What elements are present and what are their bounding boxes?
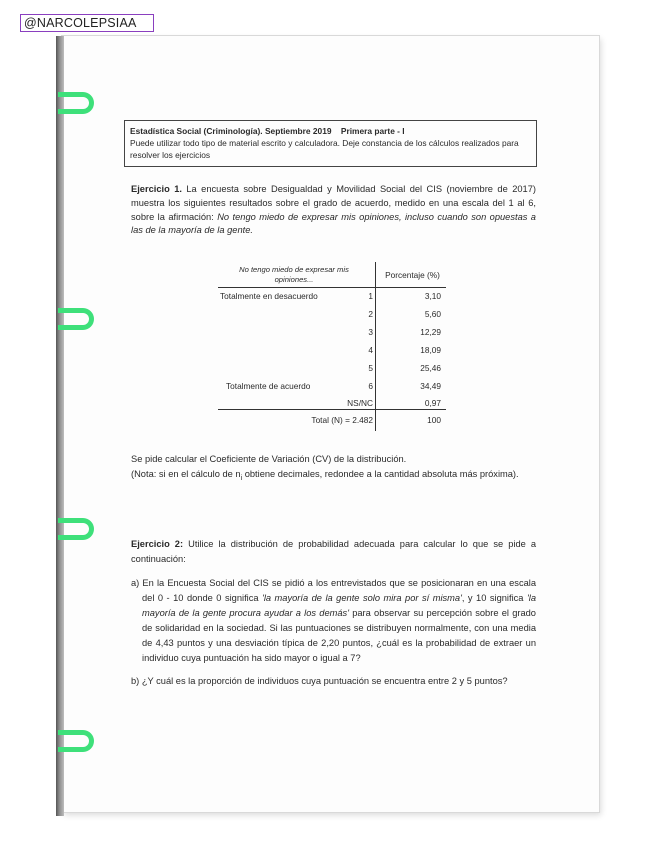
- table-total-row: [218, 415, 446, 433]
- total-percentage: 100: [427, 415, 441, 425]
- table-row: [218, 309, 446, 327]
- frequency-table: [218, 258, 446, 433]
- binder-edge: [56, 36, 64, 816]
- exercise-2: [131, 537, 536, 689]
- exercise-2-intro: [131, 537, 536, 567]
- binder-ring: [58, 730, 94, 752]
- row-code: 4: [368, 345, 373, 355]
- note-subscript: i: [240, 474, 243, 482]
- binder-ring: [58, 518, 94, 540]
- question-a-text: para observar su percepción sobre el grado de solidaridad en la sociedad. Si las puntuaciones se distribuyen normalmente, con una media de 4,43 puntos y una desviación típica de 2,20 puntos, ¿cuál es la probabilidad de extraer un individuo cuya puntuación ha sido mayor o igual a 7?: [142, 608, 536, 663]
- question-a: [131, 576, 536, 666]
- row-percentage: 3,10: [424, 291, 441, 301]
- row-code: NS/NC: [347, 398, 373, 408]
- watermark: @NARCOLEPSIAA: [20, 14, 154, 32]
- row-label: Totalmente de acuerdo: [226, 381, 311, 391]
- row-percentage: 0,97: [424, 398, 441, 408]
- row-percentage: 25,46: [420, 363, 441, 373]
- table-header-percentage: Porcentaje (%): [385, 270, 440, 280]
- row-percentage: 18,09: [420, 345, 441, 355]
- row-code: 2: [368, 309, 373, 319]
- binder-ring: [58, 308, 94, 330]
- exercise-1-text: La encuesta sobre Desigualdad y Movilidad Social del CIS (noviembre de 2017) muestra los siguientes resultados sobre el grado de acuerdo, medido en una escala del 1 al 6, sobre la afirmación:: [131, 184, 536, 222]
- question-a-text: , y 10 significa: [461, 593, 524, 603]
- question-a-quote: 'la mayoría de la gente procura ayudar a los demás': [142, 593, 536, 618]
- exam-instructions: Puede utilizar todo tipo de material escrito y calculadora. Deje constancia de los cálculos realizados para resolver los ejercicios: [130, 138, 519, 160]
- exercise-1-label: Ejercicio 1.: [131, 184, 182, 194]
- question-text: Se pide calcular el Coeficiente de Variación (CV) de la distribución.: [131, 454, 407, 464]
- total-label: Total (N) = 2.482: [311, 415, 373, 425]
- row-code: 5: [368, 363, 373, 373]
- row-percentage: 5,60: [424, 309, 441, 319]
- question-a-quote: 'la mayoría de la gente solo mira por sí misma': [262, 593, 462, 603]
- exam-part: Primera parte - I: [340, 126, 405, 136]
- question-b: b) ¿Y cuál es la proporción de individuos cuya puntuación se encuentra entre 2 y 5 puntos?: [131, 676, 508, 686]
- row-code: 6: [368, 381, 373, 391]
- table-header-statement: No tengo miedo de expresar mis opiniones...: [239, 265, 349, 284]
- row-code: 1: [368, 291, 373, 301]
- table-row: [218, 327, 446, 345]
- exam-header: [124, 120, 537, 167]
- exercise-2-label: Ejercicio 2:: [131, 539, 184, 549]
- table-row: [218, 398, 446, 416]
- question-a-text: a) En la Encuesta Social del CIS se pidió a los entrevistados que se posicionaran en una escala del 0 - 10 donde 0 significa: [131, 578, 536, 603]
- note-text: obtiene decimales, redondee a la cantidad absoluta más próxima).: [242, 469, 519, 479]
- row-label: Totalmente en desacuerdo: [220, 291, 318, 301]
- row-code: 3: [368, 327, 373, 337]
- exercise-1-question: [131, 452, 536, 486]
- table-row: [218, 363, 446, 381]
- exercise-1: [131, 183, 536, 238]
- question-note: [131, 467, 536, 486]
- note-text: (Nota: si en el cálculo de n: [131, 469, 241, 479]
- exam-title: Estadística Social (Criminología). Septiembre 2019: [130, 126, 332, 136]
- row-percentage: 34,49: [420, 381, 441, 391]
- exercise-1-quote: No tengo miedo de expresar mis opiniones, incluso cuando son opuestas a las de la mayoría de la gente.: [131, 211, 536, 236]
- table-row: [218, 381, 446, 399]
- table-divider: [218, 287, 446, 288]
- table-row: [218, 291, 446, 309]
- row-percentage: 12,29: [420, 327, 441, 337]
- binder-ring: [58, 92, 94, 114]
- table-row: [218, 345, 446, 363]
- exercise-2-intro-text: Utilice la distribución de probabilidad adecuada para calcular lo que se pide a continuación:: [131, 539, 536, 564]
